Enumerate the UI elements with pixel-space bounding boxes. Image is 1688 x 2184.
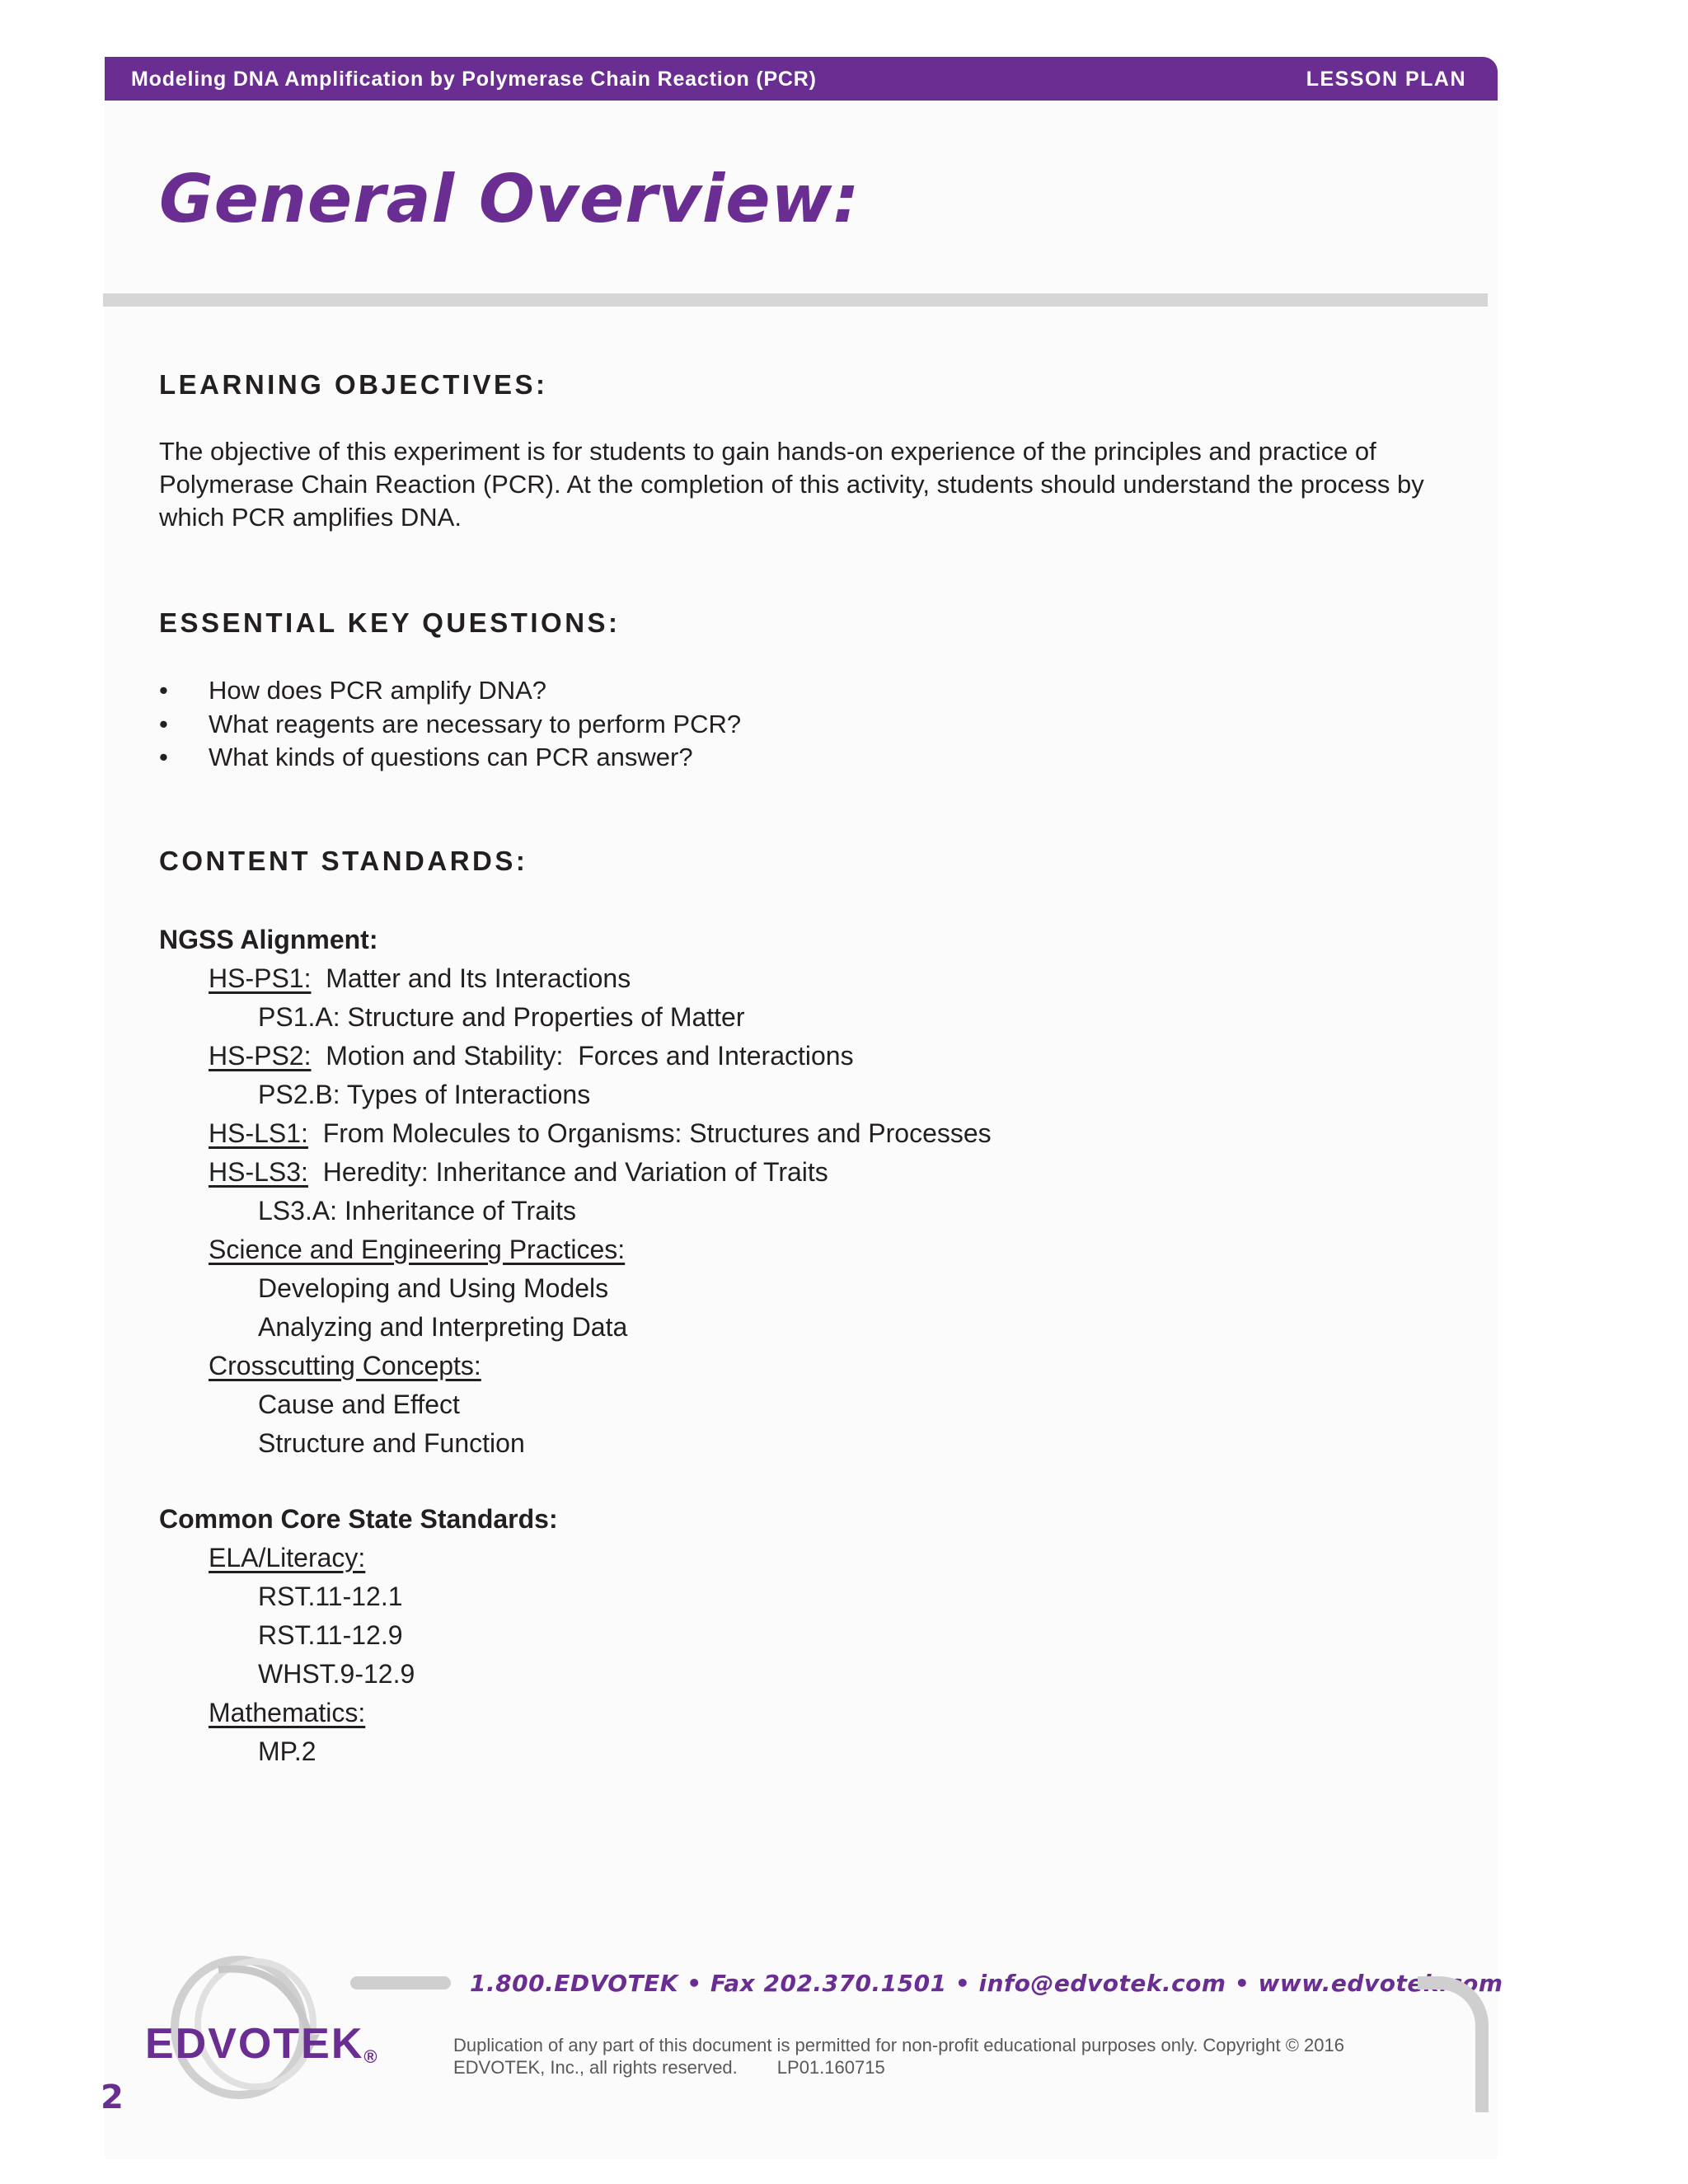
list-item-text: What kinds of questions can PCR answer? [209,743,693,771]
copyright-line: EDVOTEK, Inc., all rights reserved. LP01.160715 [453,2057,885,2078]
math-item: MP.2 [258,1736,316,1766]
document-title: Modeling DNA Amplification by Polymerase Chain Reaction (PCR) [131,68,817,91]
standard-hs-ps1 [159,959,992,998]
ngss-heading: NGSS Alignment: [159,925,378,954]
ela-item: WHST.9-12.9 [258,1659,415,1689]
copyright-notice [453,2034,1344,2079]
common-core-heading: Common Core State Standards: [159,1504,558,1534]
practice-item: Analyzing and Interpreting Data [258,1312,628,1342]
ela-heading: ELA/Literacy: [209,1543,366,1572]
standard-text: Heredity: Inheritance and Variation of Traits [307,1157,828,1187]
standard-code: HS-PS2: [209,1041,312,1071]
page-title: General Overview: [159,161,860,237]
list-item-text: What reagents are necessary to perform PCR? [209,709,742,738]
bullet-icon: • [159,709,168,738]
learning-objectives-heading: LEARNING OBJECTIVES: [159,369,548,400]
standard-text: Matter and Its Interactions [311,963,631,993]
crosscutting-item: Structure and Function [258,1428,525,1458]
standard-ls3a: LS3.A: Inheritance of Traits [258,1196,576,1226]
page-number: 2 [101,2079,124,2116]
list-item-text: How does PCR amplify DNA? [209,676,547,705]
document-type: LESSON PLAN [1306,68,1466,91]
standard-code: HS-PS1: [209,963,312,993]
ngss-alignment [159,921,992,1463]
standard-hs-ls3 [159,1153,992,1192]
practices-heading: Science and Engineering Practices: [209,1235,626,1264]
footer-divider-left [350,1976,451,1990]
standard-ps1a: PS1.A: Structure and Properties of Matter [258,1002,745,1032]
bullet-icon: • [159,743,168,771]
crosscutting-item: Cause and Effect [258,1390,460,1419]
math-heading: Mathematics: [209,1698,366,1727]
standard-hs-ps2 [159,1037,992,1076]
common-core-standards [159,1500,558,1771]
practice-item: Developing and Using Models [258,1273,609,1303]
footer-contact: 1.800.EDVOTEK • Fax 202.370.1501 • info@edvotek.com • www.edvotek.com [470,1970,1503,1997]
standard-code: HS-LS1: [209,1118,308,1148]
registered-mark: ® [363,2046,377,2067]
content-standards-heading: CONTENT STANDARDS: [159,846,528,876]
bullet-icon: • [159,676,168,705]
edvotek-logo-text: EDVOTEK® [145,2020,377,2068]
standard-text: Motion and Stability: Forces and Interactions [311,1041,854,1071]
essential-questions-heading: ESSENTIAL KEY QUESTIONS: [159,607,621,638]
document-code: LP01.160715 [776,2057,885,2078]
standard-code: HS-LS3: [209,1157,308,1187]
ela-item: RST.11-12.1 [258,1582,403,1611]
paragraph-line: The objective of this experiment is for students to gain hands-on experience of the principles and practice of [159,437,1376,466]
ela-item: RST.11-12.9 [258,1620,403,1650]
footer-bracket [1418,1976,1489,2112]
copyright-line: Duplication of any part of this document is permitted for non-profit educational purposes only. Copyright © 2016 [453,2035,1344,2055]
list-item [159,741,741,775]
crosscutting-heading: Crosscutting Concepts: [209,1351,481,1380]
title-divider [103,293,1488,307]
list-item [159,674,741,708]
standard-hs-ls1 [159,1114,992,1153]
essential-questions-list [159,674,741,775]
standard-ps2b: PS2.B: Types of Interactions [258,1080,591,1109]
standard-text: From Molecules to Organisms: Structures and Processes [307,1118,992,1148]
list-item [159,708,741,742]
learning-objectives-paragraph [159,435,1478,534]
paragraph-line: Polymerase Chain Reaction (PCR). At the completion of this activity, students should understand the process by [159,470,1424,499]
paragraph-line: which PCR amplifies DNA. [159,503,462,532]
header-bar [105,57,1498,101]
